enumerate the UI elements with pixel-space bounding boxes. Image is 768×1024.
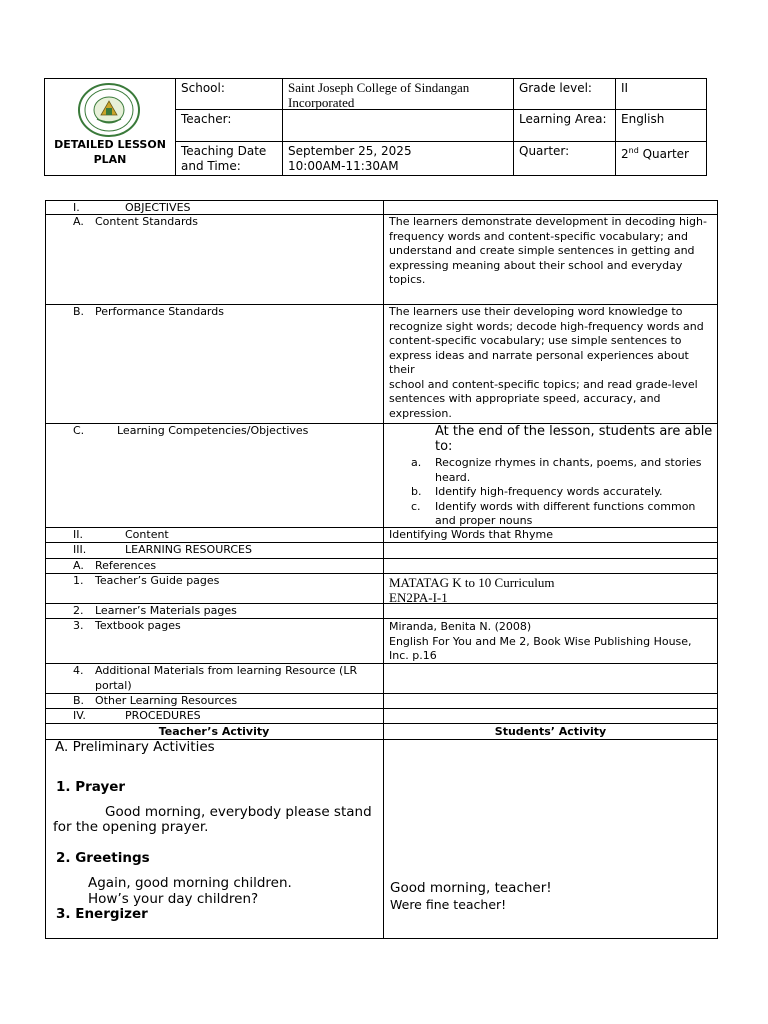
- grade-value: II: [621, 81, 629, 95]
- item-letter: A.: [73, 559, 84, 572]
- quarter-value: [615, 143, 707, 162]
- additional-materials-label: Additional Materials from learning Resource (LR portal): [95, 664, 358, 692]
- teacher-activity-cell: [45, 740, 383, 938]
- procedures-row: [67, 708, 383, 725]
- additional-materials-row: [67, 663, 383, 694]
- learning-competencies-label: Learning Competencies/Objectives: [117, 424, 309, 437]
- learning-competencies-row: [67, 423, 383, 440]
- item-letter: C.: [73, 424, 85, 437]
- seal-icon: [77, 83, 141, 137]
- content-standards-row: [67, 214, 367, 231]
- lc-item: [411, 485, 711, 500]
- learning-competencies-content: [383, 423, 718, 529]
- curriculum-name: MATATAG K to 10 Curriculum: [389, 575, 555, 590]
- competency-code: EN2PA-I-1: [389, 590, 448, 605]
- procedures-label: PROCEDURES: [125, 709, 201, 722]
- date-time-value: [282, 143, 513, 175]
- roman-num: III.: [73, 543, 87, 556]
- quarter-word: Quarter: [638, 147, 689, 161]
- quarter-sup: nd: [628, 146, 639, 155]
- preliminary-activities-heading: A. Preliminary Activities: [55, 739, 215, 755]
- student-activity-cell: [383, 740, 718, 938]
- teacher-activity-header: Teacher’s Activity: [158, 725, 270, 738]
- teachers-guide-label: Teacher’s Guide pages: [95, 574, 220, 587]
- references-label: References: [95, 559, 157, 572]
- performance-standards-row: [67, 304, 367, 321]
- item-number: 3.: [73, 619, 84, 632]
- learning-area-label: Learning Area:: [519, 112, 607, 126]
- item-letter: B.: [73, 305, 85, 318]
- quarter-num: 2: [621, 147, 629, 161]
- lc-item-marker: c.: [411, 499, 421, 513]
- teacher-value: [282, 111, 513, 113]
- item-letter: B.: [73, 694, 85, 707]
- roman-num: IV.: [73, 709, 86, 722]
- roman-num: II.: [73, 528, 83, 541]
- lc-list: [383, 456, 718, 529]
- time-value: 10:00AM-11:30AM: [288, 159, 399, 173]
- prayer-heading: 1. Prayer: [56, 779, 126, 795]
- content-label: Content: [125, 528, 169, 541]
- school-value: Saint Joseph College of Sindangan Incorporated: [288, 80, 470, 110]
- lc-item: [411, 456, 711, 485]
- lesson-plan-title: DETAILED LESSON PLAN: [54, 138, 166, 166]
- teacher-label: Teacher:: [181, 112, 232, 126]
- school-seal: [77, 83, 141, 137]
- learning-resources-label: LEARNING RESOURCES: [125, 543, 252, 556]
- performance-standards-text: The learners use their developing word knowledge to recognize sight words; decode high-frequency words and content-specific vocabulary; use simple sentences to express ideas and narrate personal experiences about their school and content-specific topics; and read grade-level sentences with appropriate speed, accuracy, and expression.: [389, 305, 704, 420]
- lc-item: [411, 500, 711, 529]
- performance-standards-label: Performance Standards: [95, 305, 224, 318]
- greetings-heading: 2. Greetings: [56, 850, 150, 866]
- textbook-pages-value: Miranda, Benita N. (2008) English For You and Me 2, Book Wise Publishing House, Inc. p.16: [389, 620, 692, 662]
- student-reply-1: Good morning, teacher!: [390, 880, 552, 896]
- student-activity-header: Students’ Activity: [494, 725, 607, 738]
- header-logo-cell: [44, 78, 176, 176]
- content-standards-label: Content Standards: [95, 215, 199, 228]
- greeting-line-2: How’s your day children?: [88, 891, 259, 907]
- lc-item-marker: b.: [411, 485, 422, 498]
- item-number: 1.: [73, 574, 84, 587]
- lc-item-text: Recognize rhymes in chants, poems, and stories heard.: [435, 456, 702, 484]
- greeting-line-1: Again, good morning children.: [88, 875, 292, 891]
- row-divider: [175, 141, 707, 142]
- roman-num: I.: [73, 201, 80, 214]
- date-label: Teaching Date and Time:: [181, 144, 267, 173]
- school-label: School:: [181, 81, 225, 95]
- prayer-text: Good morning, everybody please stand for the opening prayer.: [53, 804, 372, 835]
- learners-materials-label: Learner’s Materials pages: [95, 604, 237, 617]
- student-reply-2: Were fine teacher!: [390, 897, 507, 912]
- lc-item-text: Identify words with different functions common and proper nouns: [435, 499, 696, 527]
- content-value: Identifying Words that Rhyme: [389, 528, 553, 541]
- item-number: 2.: [73, 604, 84, 617]
- content-standards-text: The learners demonstrate development in decoding high-frequency words and content-specific vocabulary; and understand and create simple sentences in getting and expressing meaning about their school and everyday topics.: [389, 215, 707, 286]
- teachers-guide-value: [383, 574, 718, 606]
- lc-item-marker: a.: [411, 456, 422, 469]
- learning-area-value: English: [621, 112, 665, 126]
- item-number: 4.: [73, 664, 84, 677]
- quarter-label: Quarter:: [519, 144, 570, 158]
- lc-intro: At the end of the lesson, students are able to:: [435, 424, 713, 454]
- energizer-heading: 3. Energizer: [56, 906, 148, 922]
- item-letter: A.: [73, 215, 84, 228]
- plan-table: [45, 200, 718, 939]
- learning-resources-row: [67, 542, 383, 559]
- other-resources-label: Other Learning Resources: [95, 694, 238, 707]
- header-grid: [175, 78, 707, 176]
- date-value: September 25, 2025: [288, 144, 412, 158]
- teachers-guide-row: [67, 573, 383, 590]
- textbook-pages-label: Textbook pages: [95, 619, 181, 632]
- objectives-heading: OBJECTIVES: [125, 201, 191, 214]
- textbook-pages-row: [67, 618, 383, 635]
- lc-item-text: Identify high-frequency words accurately.: [435, 485, 663, 498]
- grade-label: Grade level:: [519, 81, 592, 95]
